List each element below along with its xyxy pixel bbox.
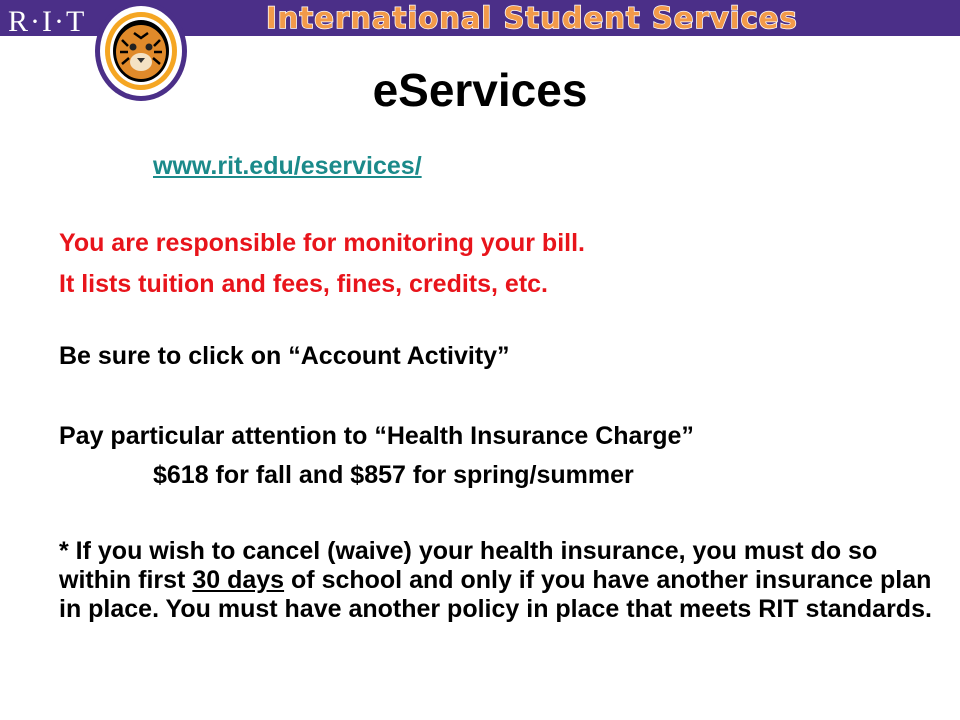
health-insurance-line: Pay particular attention to “Health Insurance Charge” [59, 422, 694, 450]
responsibility-line: You are responsible for monitoring your bill. [59, 229, 585, 257]
eservices-link[interactable]: www.rit.edu/eservices/ [153, 152, 422, 180]
bill-contents-line: It lists tuition and fees, fines, credits, etc. [59, 270, 549, 298]
header-title: International Student Services [266, 1, 798, 35]
waiver-note-end: of school and only if you have another insurance plan in place. You must have another policy in place that meets RIT standards. [59, 566, 932, 623]
waiver-note-start: * If you wish to cancel (waive) your health insurance, you must do so within first [59, 537, 878, 594]
rit-logo: R·I·T [8, 5, 87, 38]
waiver-note [59, 537, 939, 624]
waiver-deadline: 30 days [192, 566, 285, 594]
slide-title: eServices [372, 64, 588, 116]
charges-line: $618 for fall and $857 for spring/summer [153, 461, 634, 489]
account-activity-line: Be sure to click on “Account Activity” [59, 342, 510, 370]
